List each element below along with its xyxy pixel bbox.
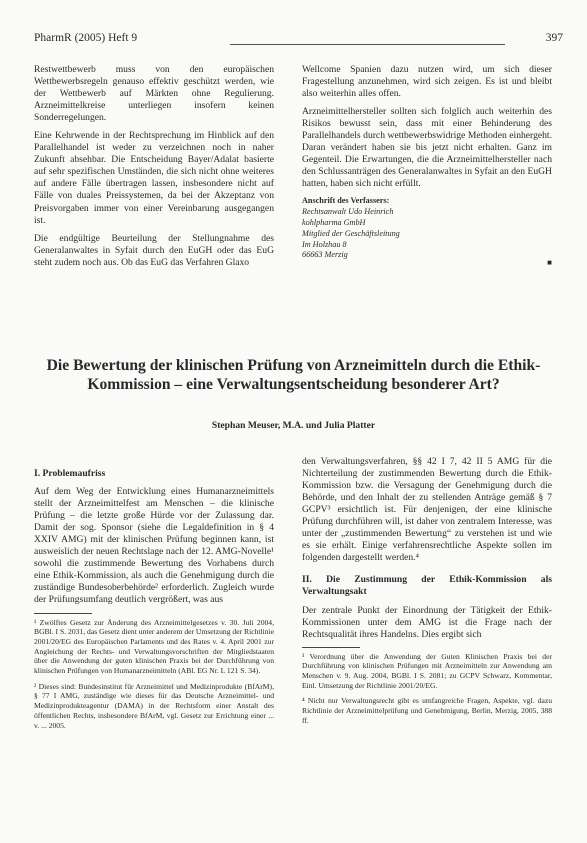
address-label: Anschrift des Verfassers: xyxy=(302,196,390,206)
footnote: ² Dieses sind: Bundesinstitut für Arzneimittel und Medizinprodukte (BfArM), § 77 I AMG, zuständige wie dieses für das Deutsche Arzneimittel- und Medizinprodukteagentur (DAMA) in der Rechtsform einer Anstalt des öffentlichen Rechts, insbesondere BfArM, vgl. Gesetz zur Errichtung einer ... v. ... 2005. xyxy=(34,681,274,730)
end-mark: ■ xyxy=(547,257,552,267)
header-rule xyxy=(230,44,505,45)
paragraph: Auf dem Weg der Entwicklung eines Humanarzneimittels stellt der Arzneimittelfest am Menschen – die klinische Prüfung – die letzte große Hürde vor der Zulassung dar. Damit der sog. Sponsor (siehe die Legaldefinition in § 4 XXIV AMG) mit der klinischen Prüfung beginnen kann, ist ausweislich der neuen Rechtslage nach der 12. AMG-Novelle¹ sowohl die zustimmende Bewertung des Vorhabens durch eine Ethik-Kommission, als auch die Genehmigung durch die zuständige Bundesoberbehörde² erforderlich. Zugleich wurde der Prüfungsumfang deutlich vergrößert, was aus xyxy=(34,486,274,606)
address-line: Mitglied der Geschäftsleitung xyxy=(302,228,400,238)
address-line: Rechtsanwalt Udo Heinrich xyxy=(302,207,394,217)
paragraph: Eine Kehrwende in der Rechtsprechung im Hinblick auf den Parallelhandel ist weder zu verzeichnen noch in naher Zukunft absehbar. Die Entscheidung Bayer/Adalat basierte auf sehr spezifischen Umständen, die sich nicht ohne weiteres auf andere Fälle übertragen lassen, insbesondere nicht auf Fälle von duales Preissystemen, da bei der Akzeptanz von Preisvorgaben immer von einer Vereinbarung ausgegangen ist. xyxy=(34,130,274,226)
section-heading: I. Problemaufriss xyxy=(34,468,106,479)
footnote: ¹ Zwölftes Gesetz zur Änderung des Arzneimittelgesetzes v. 30. Juli 2004, BGBl. I S. 2031, das Gesetz dient unter anderem der Umsetzung der Richtlinie 2001/20/EG des Europäischen Parlaments und des Rates v. 4. April 2001 zur Angleichung der Rechts- und Verwaltungsvorschriften der Mitgliedstaaten über die Anwendung der guten klinischen Praxis bei der Durchführung von klinischen Prüfungen von Humanarzneimitteln (ABl. EG Nr. L 121 S. 34). xyxy=(34,617,274,676)
page-header xyxy=(34,32,563,48)
paragraph: Arzneimittelhersteller sollten sich folglich auch weiterhin des Risikos bewusst sein, dass mit einer Behinderung des Parallelhandels durch wettbewerbswidrige Methoden einhergeht. Daran verändert haben sie bis jetzt nicht erhalten. Ganz im Gegenteil. Die Erwartungen, die die Arzneimittelhersteller nach den Schlussanträgen des Generalanwaltes in Syfait an den EuGH hatten, haben sich nicht erfüllt. xyxy=(302,106,552,190)
article-authors: Stephan Meuser, M.A. und Julia Platter xyxy=(211,420,376,431)
address-line: Im Holzhau 8 xyxy=(302,239,347,249)
paragraph: Wellcome Spanien dazu nutzen wird, um sich dieser Fragestellung anzunehmen, wird sich zeigen. Es ist und bleibt also weiterhin alles offen. xyxy=(302,64,552,100)
footnote-rule xyxy=(302,647,360,648)
paragraph: den Verwaltungsverfahren, §§ 42 I 7, 42 II 5 AMG für die Nichterteilung der zustimmenden Bewertung durch die Ethik-Kommission bzw. die Versagung der Genehmigung durch die Behörde, und den Inhalt der zu stellenden Anträge gemäß § 7 GCPV³ ersichtlich ist. Für denjenigen, der eine klinische Prüfung durchführen will, ist daher von zentralem Interesse, was unter der „zustimmenden Bewertung“ zu verstehen ist und wie es sie erhält. Einige verfahrensrechtliche Aspekte sollen im folgenden dargestellt werden.⁴ xyxy=(302,456,552,564)
paragraph: Restwettbewerb muss von den europäischen Wettbewerbsregeln genauso effektiv geschützt werden, wie der Wettbewerb auf Märkten ohne Regulierung. Arzneimittelkreise unterliegen insofern keinen Sonderregelungen. xyxy=(34,64,274,124)
author-address xyxy=(302,196,552,261)
address-line: kohlpharma GmbH xyxy=(302,218,366,228)
paragraph: Der zentrale Punkt der Einordnung der Tätigkeit der Ethik-Kommissionen unter dem AMG ist die Frage nach der Rechtsqualität ihres Handelns. Dies ergibt sich xyxy=(302,604,552,640)
footnote: ³ Verordnung über die Anwendung der Guten Klinischen Praxis bei der Durchführung von klinischen Prüfungen mit Arzneimitteln zur Anwendung am Menschen v. 9. Aug. 2004, BGBl. I S. 2081; zu GCPV Schwarz, Kommentar, Einl. Umsetzung der Richtlinie 2001/20/EG. xyxy=(302,651,552,690)
bottom-right-column xyxy=(302,456,552,732)
journal-reference: PharmR (2005) Heft 9 xyxy=(34,32,138,44)
address-line: 66663 Merzig xyxy=(302,250,348,260)
top-right-column xyxy=(302,64,552,269)
footnote-rule xyxy=(34,613,92,614)
page-number: 397 xyxy=(545,32,563,44)
top-left-column xyxy=(34,64,274,275)
footnote: ⁴ Nicht nur Verwaltungsrecht gibt es umfangreiche Fragen, Aspekte, vgl. dazu Richtlinie der Arzneimittelprüfung und Genehmigung, Berlin, Merzig, 2005, 388 ff. xyxy=(302,696,552,725)
section-heading: II. Die Zustimmung der Ethik-Kommission als Verwaltungsakt xyxy=(302,574,552,598)
article-title: Die Bewertung der klinischen Prüfung von Arzneimitteln durch die Ethik-Kommission – eine Verwaltungsentscheidung besonderer Art? xyxy=(46,357,541,393)
bottom-left-column xyxy=(34,468,274,736)
paragraph: Die endgültige Beurteilung der Stellungnahme des Generalanwaltes in Syfait durch den EuGH oder das EuG steht zudem noch aus. Ob das EuG das Verfahren Glaxo xyxy=(34,232,274,268)
